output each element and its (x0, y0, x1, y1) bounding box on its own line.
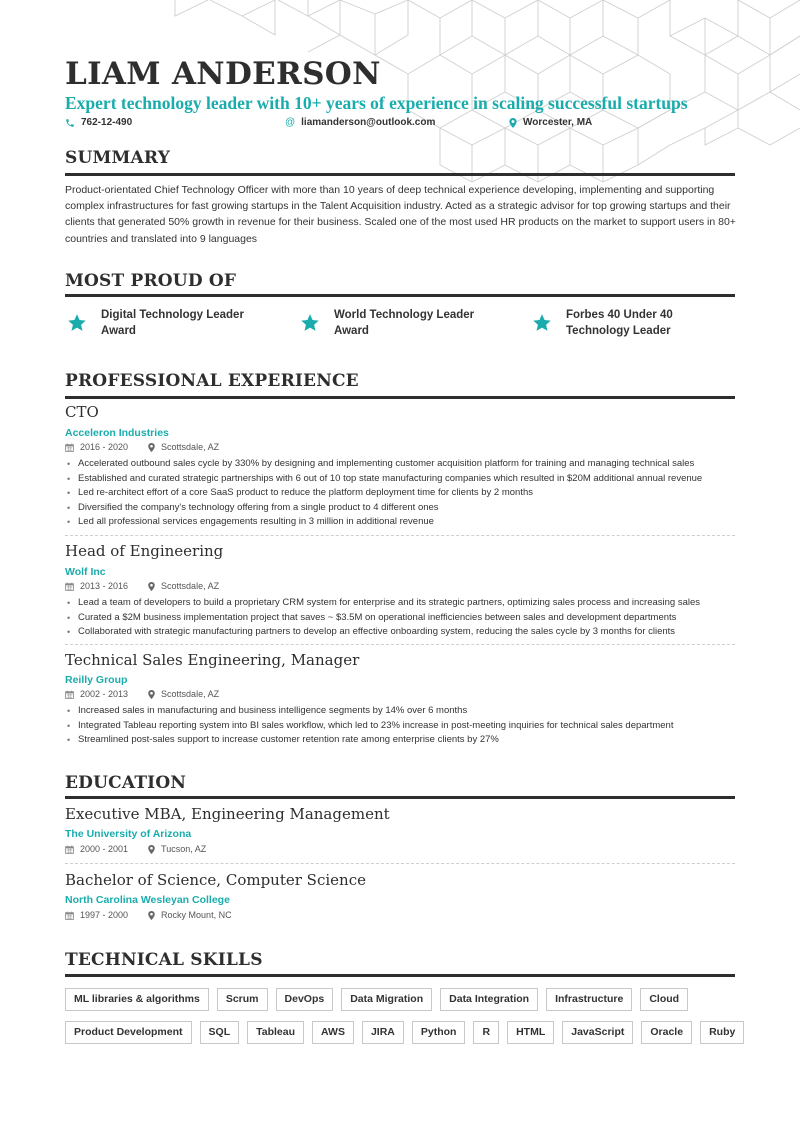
skill-tag: R (473, 1021, 499, 1044)
dashed-divider (65, 644, 735, 645)
job-title: CTO (65, 403, 99, 421)
job-location: Scottsdale, AZ (161, 581, 220, 591)
section-title-skills: TECHNICAL SKILLS (65, 950, 263, 970)
calendar-icon (65, 443, 74, 452)
section-divider (65, 294, 735, 297)
contact-phone (65, 117, 132, 128)
map-pin-icon (148, 911, 155, 920)
skill-tag: SQL (200, 1021, 240, 1044)
contact-email (285, 117, 435, 128)
education-location: Tucson, AZ (161, 844, 207, 854)
education-location: Rocky Mount, NC (161, 910, 232, 920)
map-pin-icon (509, 118, 517, 128)
job-meta (65, 442, 219, 452)
section-title-education: EDUCATION (65, 773, 187, 793)
calendar-icon (65, 845, 74, 854)
award-item (67, 307, 261, 339)
calendar-icon (65, 582, 74, 591)
skill-tag: Oracle (641, 1021, 692, 1044)
calendar-icon (65, 690, 74, 699)
phone-number: 762-12-490 (81, 117, 133, 128)
section-title-experience: PROFESSIONAL EXPERIENCE (65, 371, 359, 391)
map-pin-icon (148, 845, 155, 854)
education-meta (65, 910, 232, 920)
skill-tag: Tableau (247, 1021, 304, 1044)
bullet-item: • Integrated Tableau reporting system into BI sales workflow, which led to 23% increase in post-meeting inquiries for technical sales department (65, 719, 745, 734)
bullet-item: • Lead a team of developers to build a proprietary CRM system for enterprise and its strategic partners, optimizing sales process and increasing sales (65, 596, 745, 611)
dashed-divider (65, 535, 735, 536)
company-name: Reilly Group (65, 674, 128, 686)
phone-icon (65, 118, 75, 128)
star-icon (67, 313, 87, 333)
section-divider (65, 173, 735, 176)
bullet-item: • Led re-architect effort of a core SaaS product to reduce the platform deployment time for clients by 2 months (65, 486, 745, 501)
skill-tag: HTML (507, 1021, 554, 1044)
bullet-item: • Diversified the company's technology offering from a single product to 4 different ones (65, 501, 745, 516)
award-label: World Technology Leader Award (334, 309, 475, 337)
job-location: Scottsdale, AZ (161, 442, 220, 452)
school-name: The University of Arizona (65, 828, 192, 840)
award-item (300, 307, 494, 339)
job-location: Scottsdale, AZ (161, 689, 220, 699)
skill-tag: Data Integration (440, 988, 538, 1011)
section-divider (65, 796, 735, 799)
map-pin-icon (148, 443, 155, 452)
job-meta (65, 689, 219, 699)
bullet-item: • Led all professional services engagements resulting in 3 million in additional revenue (65, 515, 745, 530)
contact-location (509, 117, 592, 128)
location-text: Worcester, MA (523, 117, 593, 128)
job-meta (65, 581, 219, 591)
candidate-name: LIAM ANDERSON (65, 56, 381, 92)
degree-title: Executive MBA, Engineering Management (65, 805, 390, 823)
skill-tag: Ruby (700, 1021, 744, 1044)
job-dates: 2016 - 2020 (80, 442, 129, 452)
star-icon (300, 313, 320, 333)
bullet-item: • Streamlined post-sales support to increase customer retention rate among enterprise clients by 27% (65, 733, 745, 748)
summary-text: Product-orientated Chief Technology Officer with more than 10 years of deep technical experience developing, implementing and supporting complex infrastructures for fast growing startups in the Talent Acquisition industry. Acted as a strategic advisor for top growing startups and their clients that generated 50% growth in revenue for their business. Scaled one of the most used HR products on the market to support users in 80+ countries and translated into 9 languages (65, 184, 736, 245)
at-icon: @ (285, 117, 296, 128)
skills-list (65, 988, 745, 1054)
section-title-summary: SUMMARY (65, 148, 171, 168)
skill-tag: Python (412, 1021, 466, 1044)
education-dates: 2000 - 2001 (80, 844, 129, 854)
job-dates: 2013 - 2016 (80, 581, 129, 591)
dashed-divider (65, 863, 735, 864)
skill-tag: Infrastructure (546, 988, 632, 1011)
skill-tag: Data Migration (341, 988, 432, 1011)
bullet-item: • Curated a $2M business implementation project that saves ~ $3.5M on operational inefficiencies between sales and development departments (65, 611, 745, 626)
map-pin-icon (148, 690, 155, 699)
award-label: Forbes 40 Under 40 Technology Leader (566, 309, 673, 337)
school-name: North Carolina Wesleyan College (65, 894, 230, 906)
skill-tag: JIRA (362, 1021, 404, 1044)
skill-tag: Cloud (640, 988, 688, 1011)
tagline: Expert technology leader with 10+ years of experience in scaling successful startups (65, 93, 688, 113)
skill-tag: Product Development (65, 1021, 192, 1044)
job-title: Head of Engineering (65, 542, 224, 560)
map-pin-icon (148, 582, 155, 591)
company-name: Wolf Inc (65, 566, 106, 578)
job-bullets (65, 457, 745, 530)
education-dates: 1997 - 2000 (80, 910, 129, 920)
job-bullets (65, 596, 745, 640)
section-divider (65, 974, 735, 977)
skill-tag: AWS (312, 1021, 354, 1044)
calendar-icon (65, 911, 74, 920)
company-name: Acceleron Industries (65, 427, 169, 439)
star-icon (532, 313, 552, 333)
job-title: Technical Sales Engineering, Manager (65, 651, 360, 669)
job-bullets (65, 704, 745, 748)
bullet-item: • Collaborated with strategic manufacturing partners to develop an effective onboarding system, reducing the sales cycle by 3 months for clients (65, 625, 745, 640)
award-item (532, 307, 696, 339)
degree-title: Bachelor of Science, Computer Science (65, 871, 366, 889)
skill-tag: DevOps (276, 988, 334, 1011)
email-address[interactable]: liamanderson@outlook.com (301, 117, 436, 128)
skills-row (65, 1021, 745, 1044)
job-dates: 2002 - 2013 (80, 689, 129, 699)
skill-tag: Scrum (217, 988, 268, 1011)
bullet-item: • Increased sales in manufacturing and business intelligence segments by 14% over 6 months (65, 704, 745, 719)
award-label: Digital Technology Leader Award (101, 309, 244, 337)
section-title-proud: MOST PROUD OF (65, 271, 237, 291)
skill-tag: ML libraries & algorithms (65, 988, 209, 1011)
bullet-item: • Accelerated outbound sales cycle by 330% by designing and implementing customer acquisition platform for training and managing technical sales (65, 457, 745, 472)
education-meta (65, 844, 206, 854)
section-divider (65, 396, 735, 399)
skills-row (65, 988, 745, 1011)
bullet-item: • Established and curated strategic partnerships with 6 out of 10 top state manufacturing companies which resulted in $20M additional annual revenue (65, 472, 745, 487)
skill-tag: JavaScript (562, 1021, 633, 1044)
